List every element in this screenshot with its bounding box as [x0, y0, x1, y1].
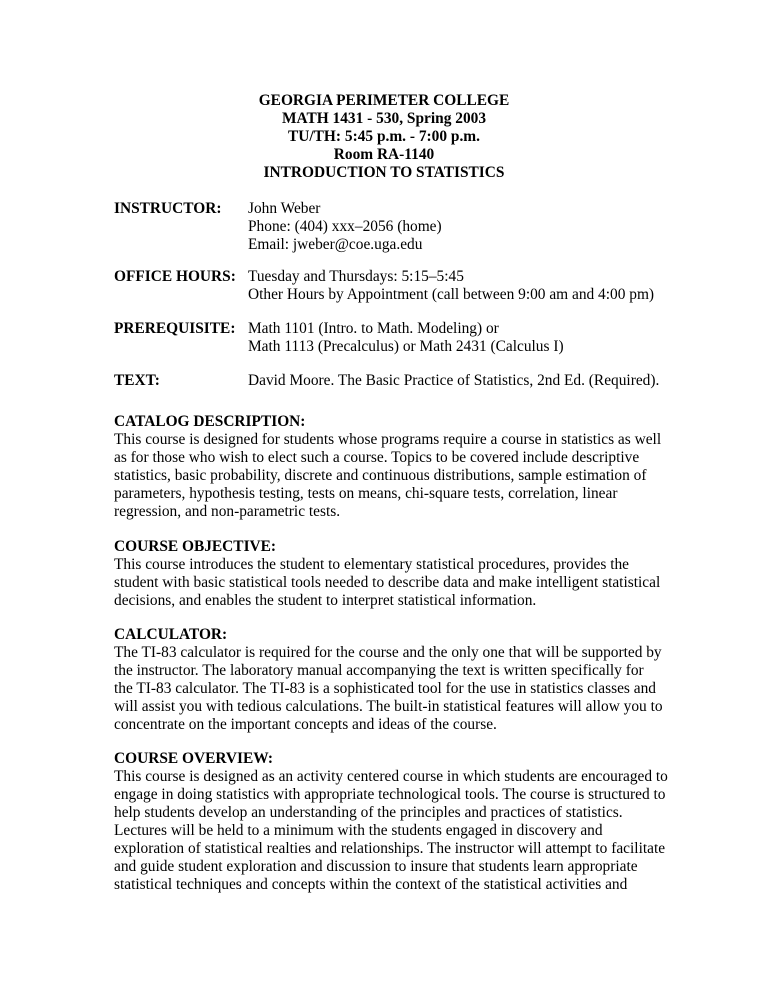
instructor-email: Email: jweber@coe.uga.edu [248, 236, 423, 253]
instructor-label: INSTRUCTOR: [114, 200, 222, 217]
office-hours-label: OFFICE HOURS: [114, 268, 236, 285]
paragraph-line: parameters, hypothesis testing, tests on means, chi-square tests, correlation, linear [114, 485, 618, 502]
paragraph-line: help students develop an understanding of the principles and practices of statistics. [114, 804, 623, 821]
paragraph-line: engage in doing statistics with appropriate technological tools. The course is structured to [114, 786, 666, 803]
paragraph-line: student with basic statistical tools needed to describe data and make intelligent statistical [114, 574, 661, 591]
paragraph-line: the instructor. The laboratory manual accompanying the text is written specifically for [114, 662, 644, 679]
paragraph-line: This course is designed for students whose programs require a course in statistics as well [114, 431, 662, 448]
calculator-heading: CALCULATOR: [114, 626, 228, 643]
instructor-name: John Weber [248, 200, 321, 217]
paragraph-line: concentrate on the important concepts and ideas of the course. [114, 716, 497, 733]
paragraph-line: statistical techniques and concepts within the context of the statistical activities and [114, 876, 628, 893]
prerequisite-line: Math 1113 (Precalculus) or Math 2431 (Calculus I) [248, 338, 564, 355]
college-name: GEORGIA PERIMETER COLLEGE [258, 92, 510, 109]
prerequisite-line: Math 1101 (Intro. to Math. Modeling) or [248, 320, 499, 337]
paragraph-line: will assist you with tedious calculations. The built-in statistical features will allow you to [114, 698, 663, 715]
paragraph-line: This course is designed as an activity centered course in which students are encouraged to [114, 768, 668, 785]
paragraph-line: as for those who wish to elect such a course. Topics to be covered include descriptive [114, 449, 640, 466]
paragraph-line: The TI-83 calculator is required for the course and the only one that will be supported by [114, 644, 662, 661]
course-overview-heading: COURSE OVERVIEW: [114, 750, 273, 767]
paragraph-line: statistics, basic probability, discrete and continuous distributions, sample estimation of [114, 467, 647, 484]
paragraph-line: This course introduces the student to elementary statistical procedures, provides the [114, 556, 630, 573]
office-hours-regular: Tuesday and Thursdays: 5:15–5:45 [248, 268, 464, 285]
calculator-section [114, 626, 742, 734]
course-overview-section [114, 750, 742, 894]
paragraph-line: regression, and non-parametric tests. [114, 503, 341, 520]
office-hours-appointment: Other Hours by Appointment (call between 9:00 am and 4:00 pm) [248, 286, 655, 303]
paragraph-line: exploration of statistical realties and relationships. The instructor will attempt to facilitate [114, 840, 666, 857]
textbook-label: TEXT: [114, 372, 160, 389]
paragraph-line: Lectures will be held to a minimum with the students engaged in discovery and [114, 822, 603, 839]
course-header [0, 92, 768, 182]
instructor-phone: Phone: (404) xxx–2056 (home) [248, 218, 442, 235]
course-schedule: TU/TH: 5:45 p.m. - 7:00 p.m. [288, 128, 480, 145]
catalog-description-heading: CATALOG DESCRIPTION: [114, 413, 306, 430]
paragraph-line: and guide student exploration and discussion to insure that students learn appropriate [114, 858, 638, 875]
catalog-description-section [114, 413, 742, 521]
course-objective-section [114, 538, 742, 610]
course-room: Room RA-1140 [333, 146, 435, 163]
paragraph-line: decisions, and enables the student to interpret statistical information. [114, 592, 537, 609]
course-title: INTRODUCTION TO STATISTICS [263, 164, 505, 181]
course-number: MATH 1431 - 530, Spring 2003 [281, 110, 487, 127]
course-objective-heading: COURSE OBJECTIVE: [114, 538, 277, 555]
paragraph-line: the TI-83 calculator. The TI-83 is a sophisticated tool for the use in statistics classes and [114, 680, 656, 697]
prerequisite-label: PREREQUISITE: [114, 320, 236, 337]
textbook-title: David Moore. The Basic Practice of Statistics, 2nd Ed. (Required). [248, 372, 660, 389]
